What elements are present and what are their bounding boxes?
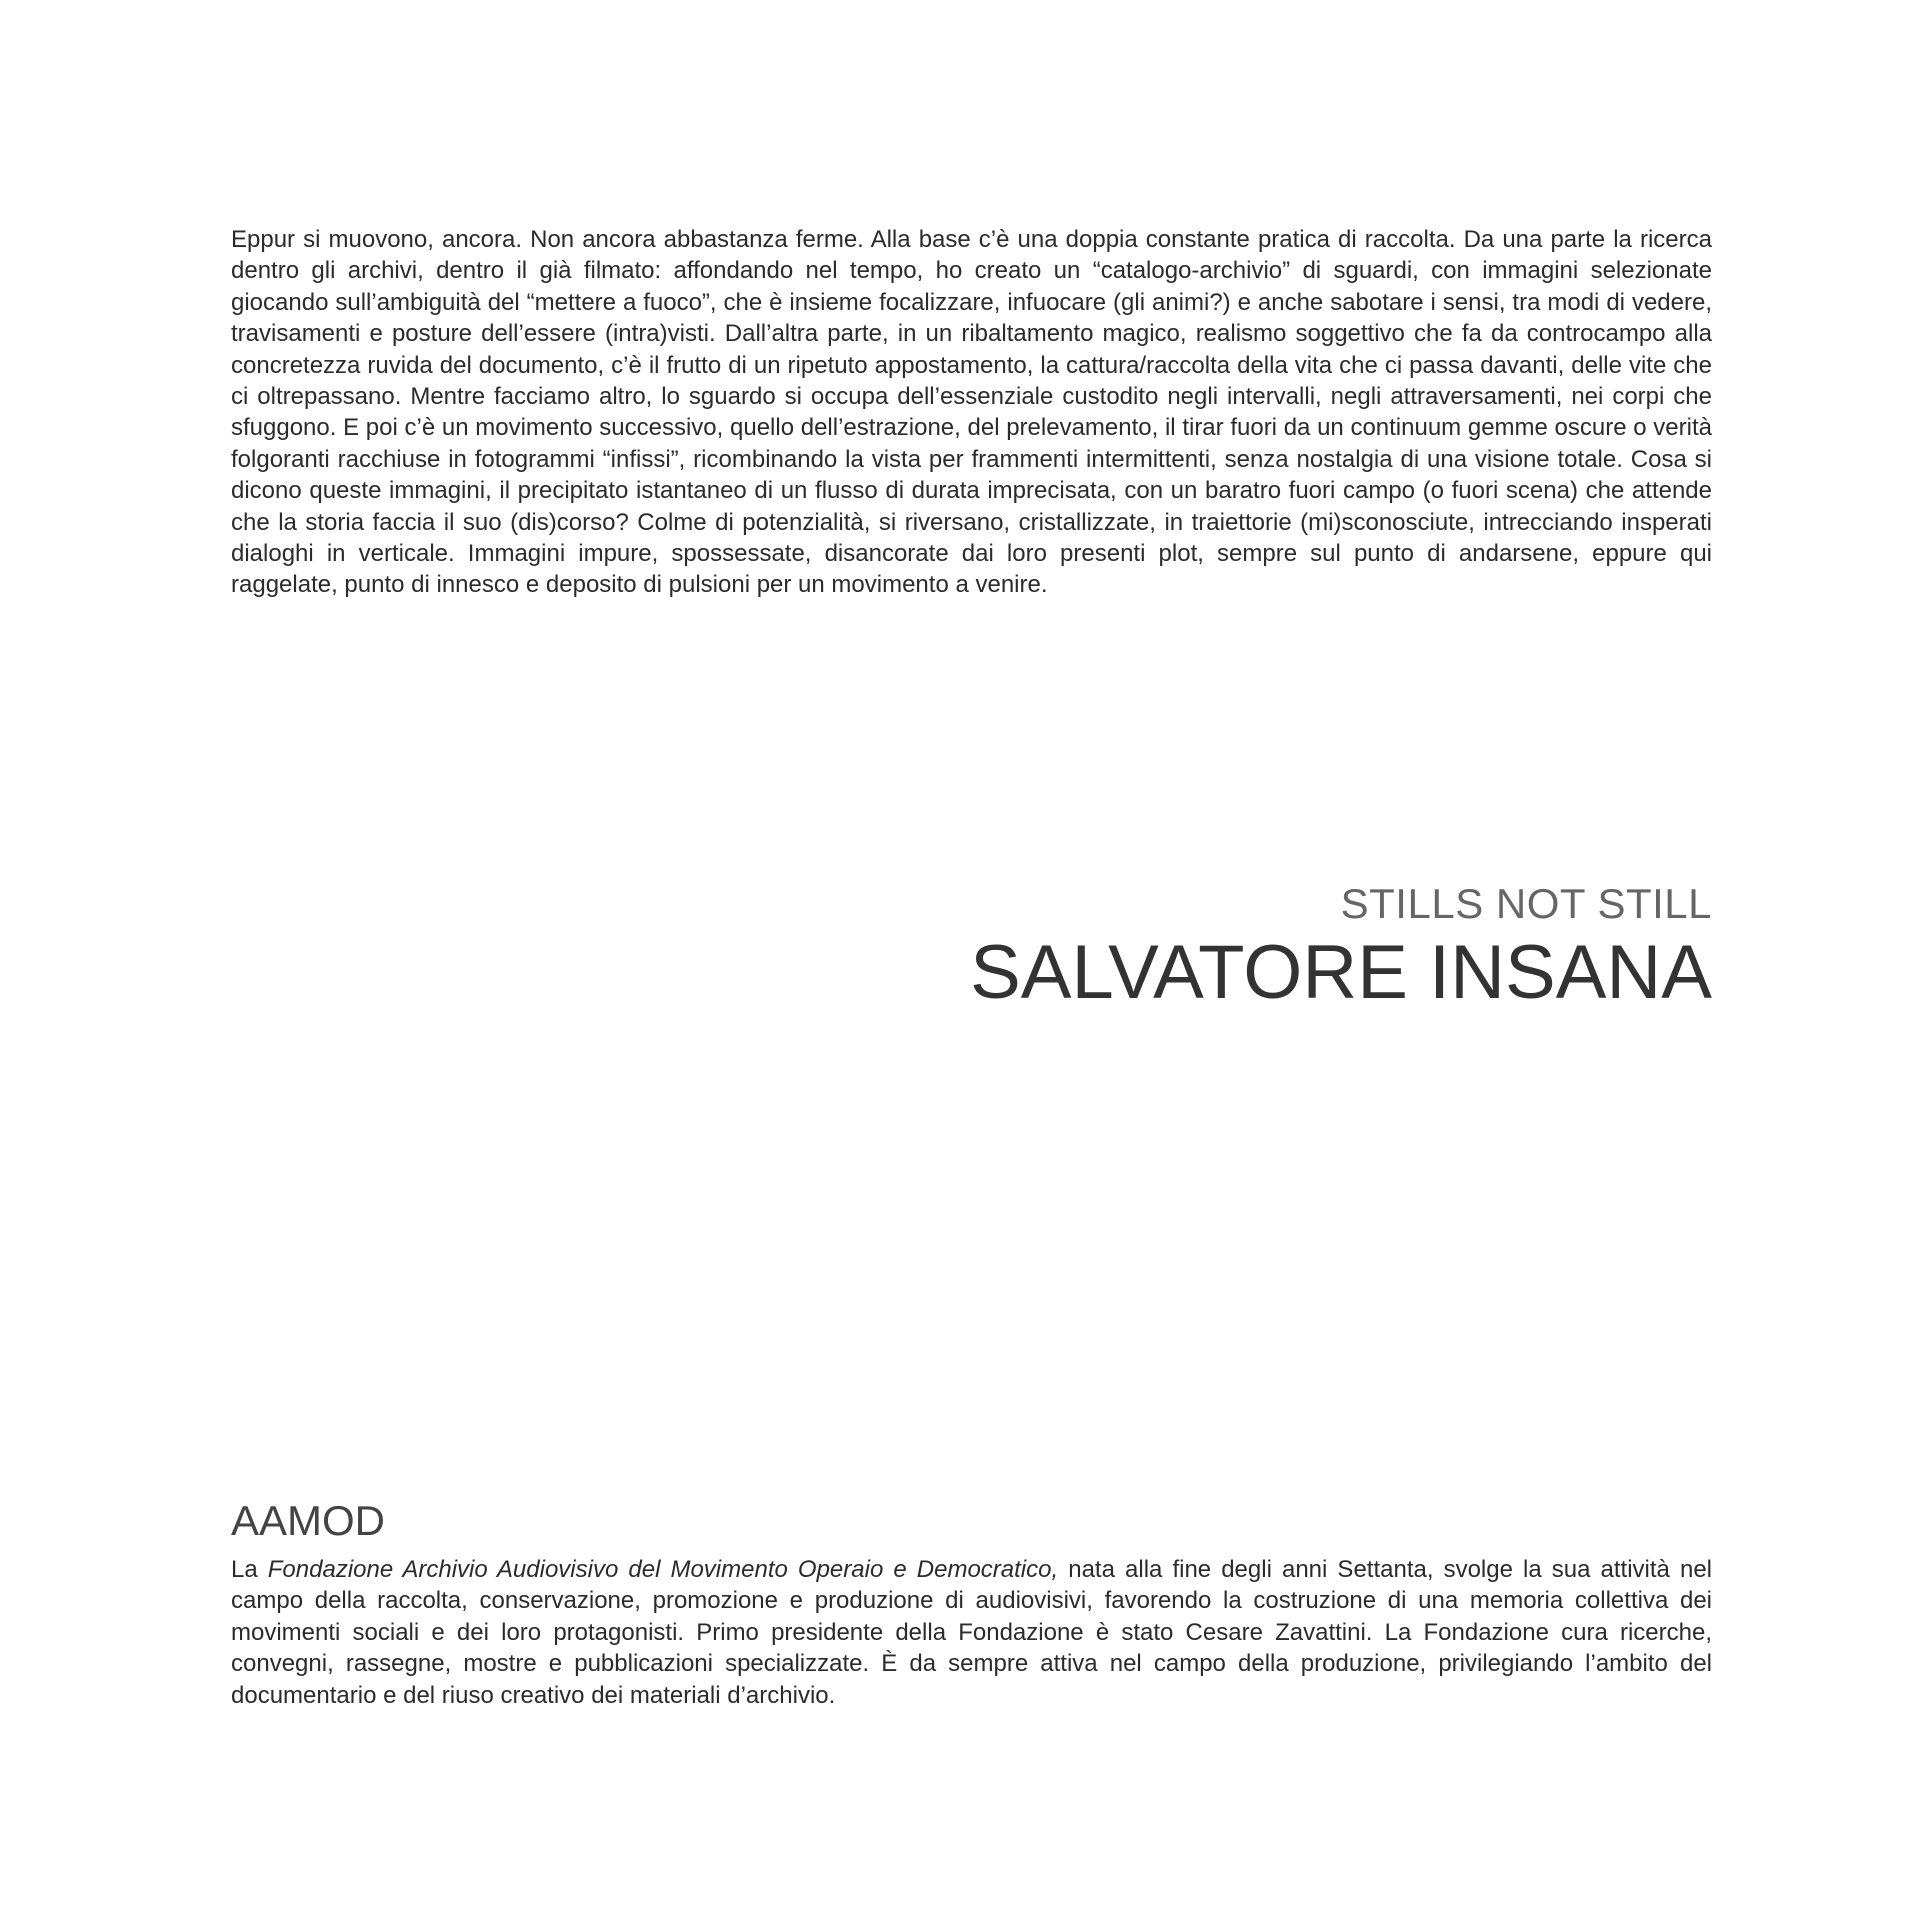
about-paragraph — [231, 1554, 1712, 1711]
foundation-name: Fondazione Archivio Audiovisivo del Movimento Operaio e Democratico, — [267, 1556, 1059, 1583]
about-text-body: nata alla fine degli anni Settanta, svolge la sua attività nel campo della raccolta, conservazione, promozione e produzione di audiovisivi, favorendo la costruzione di una memoria collettiva dei movimenti sociali e dei loro protagonisti. Primo presidente della Fondazione è stato Cesare Zavattini. La Fondazione cura ricerche, convegni, rassegne, mostre e pubblicazioni specializzate. È da sempre attiva nel campo della produzione, privilegiando l’ambito del documentario e del riuso creativo dei materiali d’archivio. — [231, 1556, 1712, 1709]
author-name: SALVATORE INSANA — [970, 930, 1712, 1015]
intro-paragraph: Eppur si muovono, ancora. Non ancora abbastanza ferme. Alla base c’è una doppia constante pratica di raccolta. Da una parte la ricerca dentro gli archivi, dentro il già filmato: affondando nel tempo, ho creato un “catalogo-archivio” di sguardi, con immagini selezionate giocando sull’ambiguità del “mettere a fuoco”, che è insieme focalizzare, infuocare (gli animi?) e anche sabotare i sensi, tra modi di vedere, travisamenti e posture dell’essere (intra)visti. Dall’altra parte, in un ribaltamento magico, realismo soggettivo che fa da controcampo alla concretezza ruvida del documento, c’è il frutto di un ripetuto appostamento, la cattura/raccolta della vita che ci passa davanti, delle vite che ci oltrepassano. Mentre facciamo altro, lo sguardo si occupa dell’essenziale custodito negli intervalli, negli attraversamenti, nei corpi che sfuggono. E poi c’è un movimento successivo, quello dell’estrazione, del prelevamento, il tirar fuori da un continuum gemme oscure o verità folgoranti racchiuse in fotogrammi “infissi”, ricombinando la vista per frammenti intermittenti, senza nostalgia di una visione totale. Cosa si dicono queste immagini, il precipitato istantaneo di un flusso di durata imprecisata, con un baratro fuori campo (o fuori scena) che attende che la storia faccia il suo (dis)corso? Colme di potenzialità, si riversano, cristallizzate, in traiettorie (mi)sconosciute, intrecciando insperati dialoghi in verticale. Immagini impure, spossessate, disancorate dai loro presenti plot, sempre sul punto di andarsene, eppure qui raggelate, punto di innesco e deposito di pulsioni per un movimento a venire. — [231, 226, 1712, 599]
title-block — [970, 880, 1712, 1016]
about-text-prefix: La — [231, 1556, 268, 1583]
about-heading: AAMOD — [231, 1497, 386, 1544]
work-title: STILLS NOT STILL — [1340, 880, 1712, 927]
about-section — [231, 1496, 1712, 1711]
